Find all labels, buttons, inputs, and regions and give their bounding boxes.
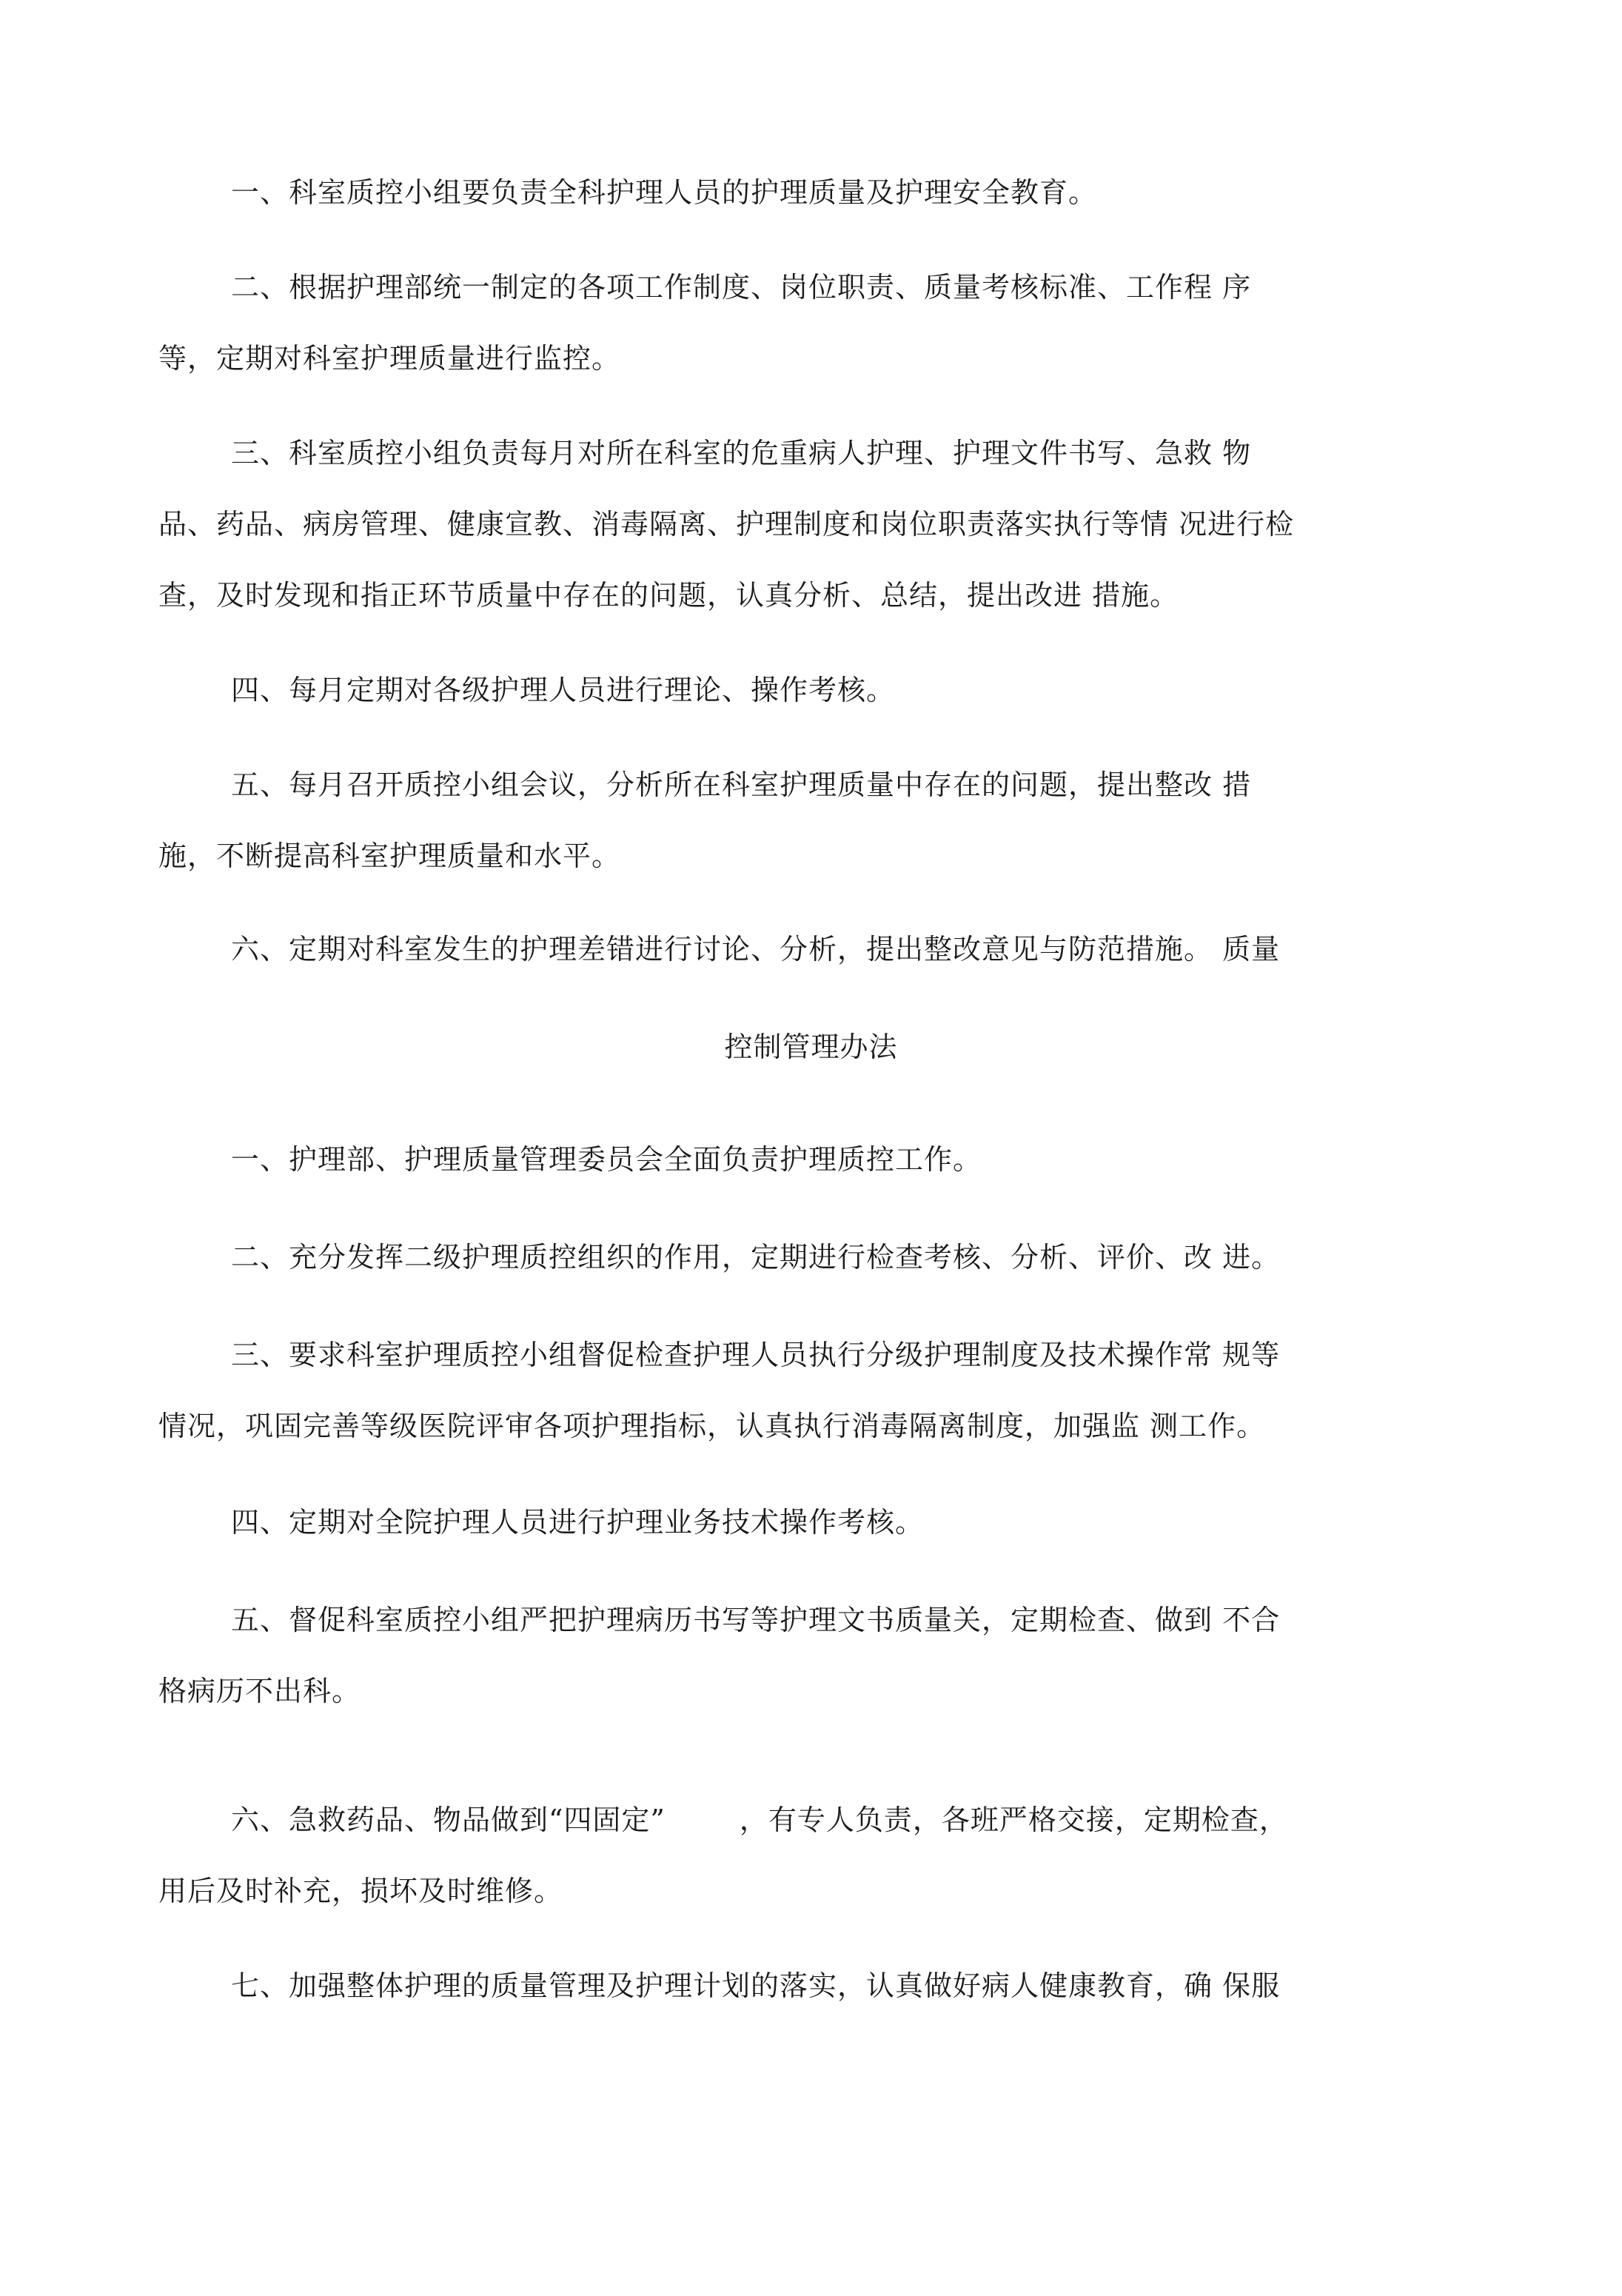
paragraph-line: 用后及时补充，损坏及时维修。	[158, 1875, 563, 1907]
paragraph-line: 施，不断提高科室护理质量和水平。	[158, 840, 621, 872]
paragraph-line: 品、药品、病房管理、健康宣教、消毒隔离、护理制度和岗位职责落实执行等情 况进行检	[158, 508, 1295, 540]
paragraph-line: 格病历不出科。	[158, 1675, 361, 1707]
paragraph-line: 三、科室质控小组负责每月对所在科室的危重病人护理、护理文件书写、急救 物	[231, 437, 1252, 469]
paragraph-a6	[158, 914, 1417, 985]
paragraph-b3	[158, 1319, 1417, 1462]
paragraph-b2	[158, 1222, 1417, 1293]
paragraph-line: 等，定期对科室护理质量进行监控。	[158, 342, 621, 375]
paragraph-line: 五、每月召开质控小组会议，分析所在科室护理质量中存在的问题，提出整改 措	[231, 769, 1252, 801]
paragraph-a5	[158, 749, 1417, 891]
paragraph-a4	[158, 655, 1417, 726]
paragraph-b7	[158, 1950, 1417, 2021]
paragraph-line: 六、定期对科室发生的护理差错进行讨论、分析，提出整改意见与防范措施。 质量	[231, 933, 1281, 965]
paragraph-line-part: 六、急救药品、物品做到“四固定”	[231, 1804, 666, 1836]
paragraph-line: 查，及时发现和指正环节质量中存在的问题，认真分析、总结，提出改进 措施。	[158, 579, 1179, 612]
paragraph-line: 三、要求科室护理质控小组督促检查护理人员执行分级护理制度及技术操作常 规等	[231, 1339, 1281, 1371]
paragraph-line: 情况，巩固完善等级医院评审各项护理指标，认真执行消毒隔离制度，加强监 测工作。	[158, 1410, 1266, 1442]
paragraph-a3	[158, 418, 1417, 631]
paragraph-line: 七、加强整体护理的质量管理及护理计划的落实，认真做好病人健康教育，确 保服	[231, 1969, 1281, 2002]
paragraph-a1	[158, 157, 1417, 228]
paragraph-line: 一、护理部、护理质量管理委员会全面负责护理质控工作。	[231, 1143, 982, 1176]
paragraph-a2	[158, 252, 1417, 394]
section-heading: 控制管理办法	[724, 1031, 898, 1063]
paragraph-line-part: ，有专人负责，各班严格交接，定期检查，	[739, 1804, 1288, 1836]
paragraph-line: 二、充分发挥二级护理质控组织的作用，定期进行检查考核、分析、评价、改 进。	[231, 1241, 1281, 1273]
paragraph-line: 五、督促科室质控小组严把护理病历书写等护理文书质量关，定期检查、做到 不合	[231, 1604, 1281, 1636]
paragraph-b4	[158, 1487, 1417, 1558]
paragraph-line	[158, 1784, 1417, 1855]
paragraph-line: 一、科室质控小组要负责全科护理人员的护理质量及护理安全教育。	[231, 176, 1098, 209]
paragraph-line: 四、定期对全院护理人员进行护理业务技术操作考核。	[231, 1506, 925, 1539]
paragraph-b5	[158, 1584, 1417, 1727]
paragraph-b1	[158, 1124, 1417, 1195]
paragraph-b6	[158, 1784, 1417, 1927]
paragraph-line: 二、根据护理部统一制定的各项工作制度、岗位职责、质量考核标准、工作程 序	[231, 271, 1252, 304]
paragraph-line: 四、每月定期对各级护理人员进行理论、操作考核。	[231, 674, 896, 706]
